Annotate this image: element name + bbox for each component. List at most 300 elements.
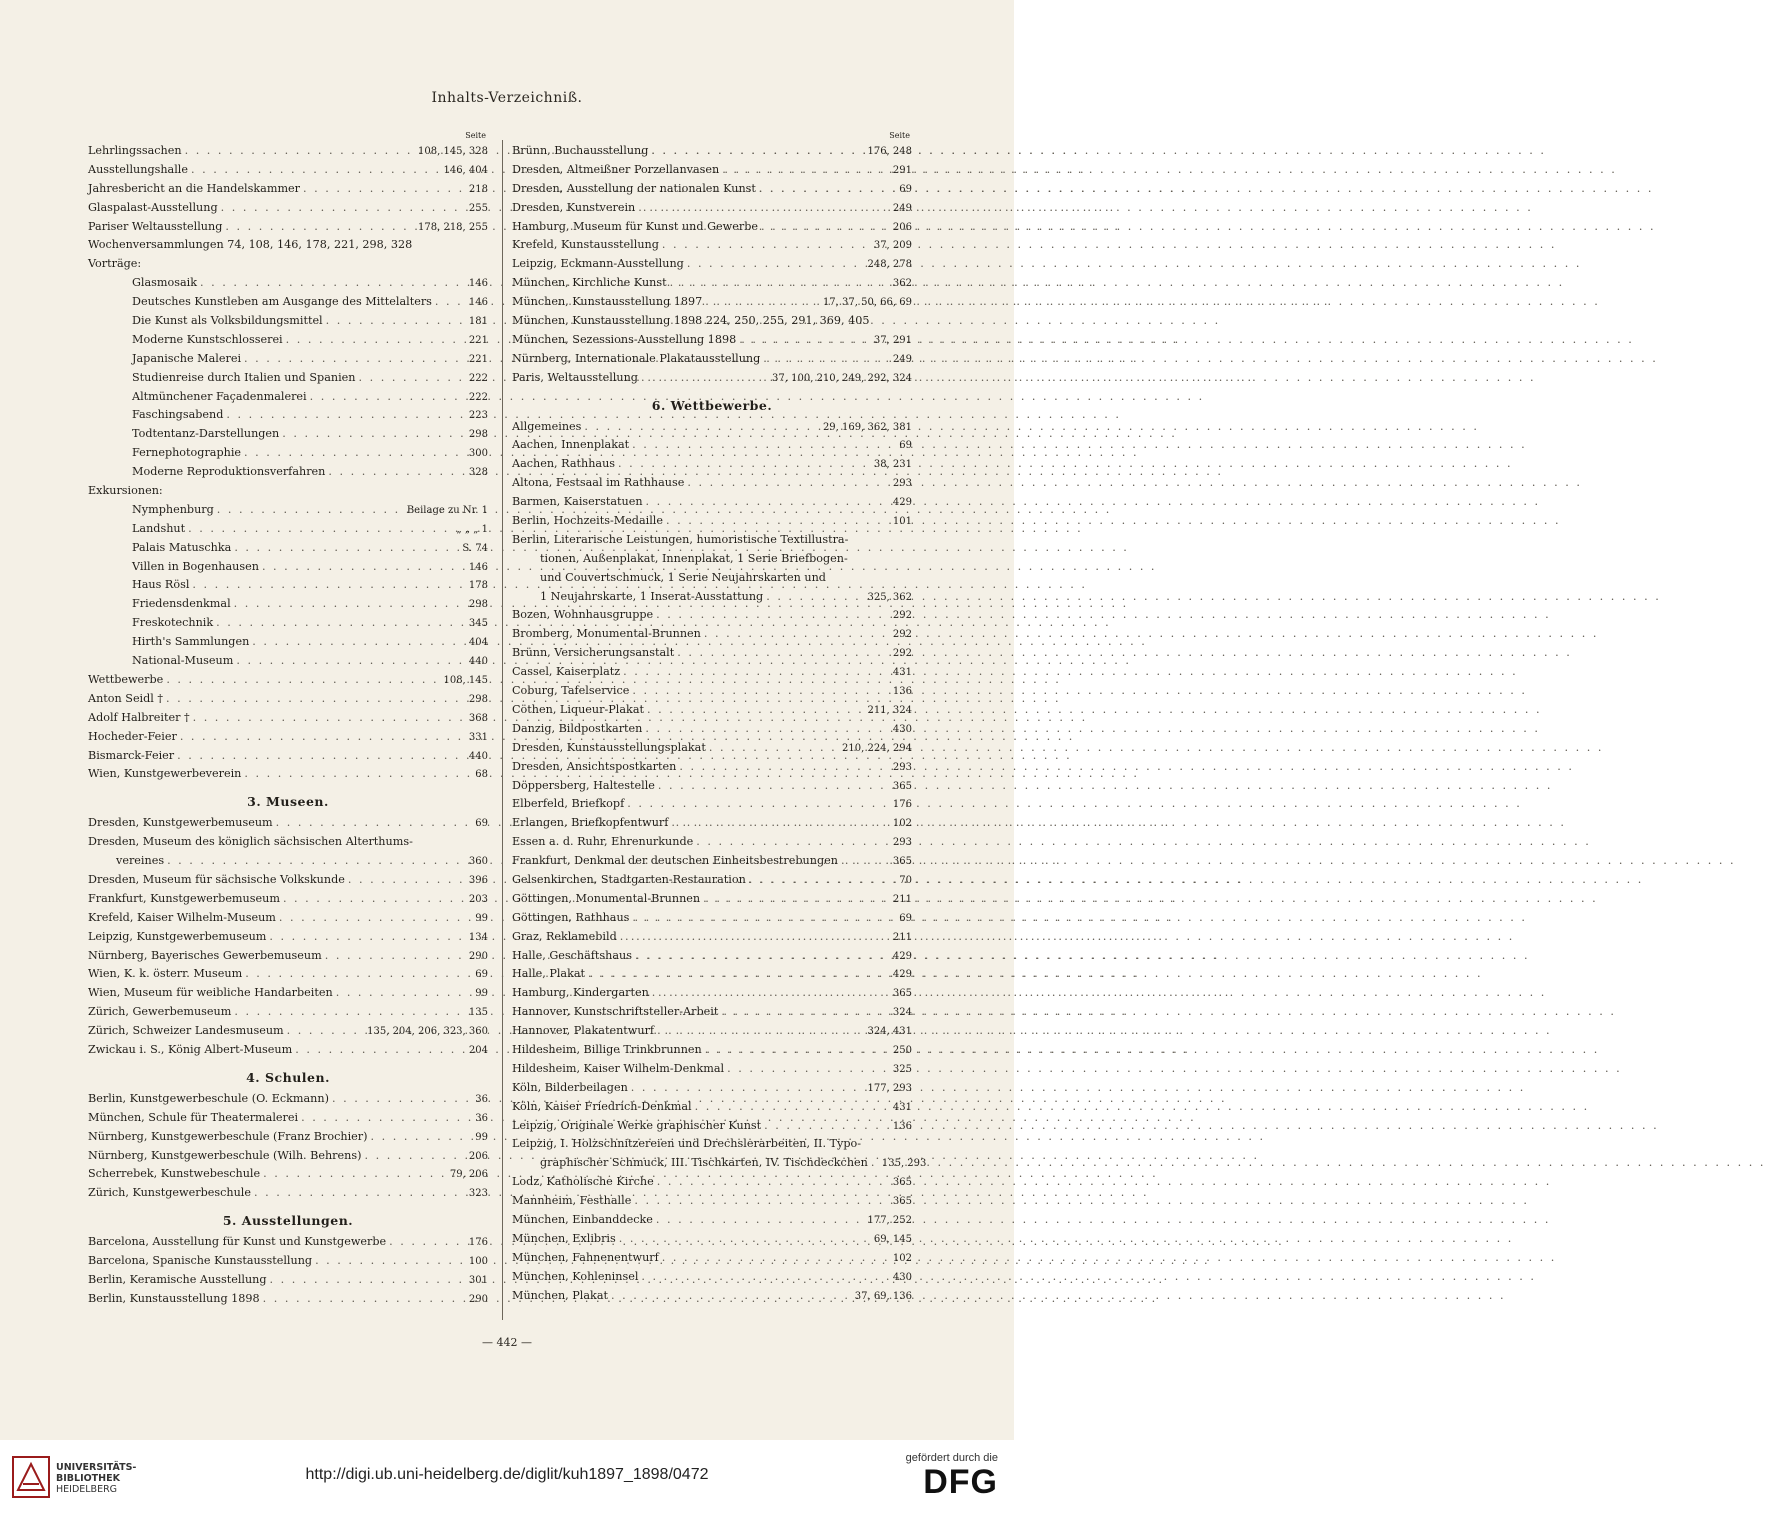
entry-title: Hamburg, Kindergarten [512, 986, 649, 1000]
entry-title: Dresden, Ausstellung der nationalen Kunst [512, 181, 756, 195]
dot-leader [180, 728, 466, 747]
section-heading: 6. Wettbewerbe. [651, 397, 773, 413]
dot-leader [727, 1060, 890, 1079]
entry-pages: 146 [468, 297, 488, 309]
index-entry [512, 909, 912, 928]
entry-title: Krefeld, Kaiser Wilhelm-Museum [88, 910, 276, 924]
dot-leader [283, 890, 466, 909]
entry-pages: 301 [468, 1274, 488, 1286]
entry-pages: 328 [468, 467, 488, 479]
entry-pages: 368 [468, 712, 488, 724]
entry-pages: 146 [468, 561, 488, 573]
entry-pages: 396 [468, 874, 488, 886]
entry-title: Scherrebek, Kunstwebeschule [88, 1167, 261, 1181]
entry-title: München, Exlibris [512, 1231, 616, 1245]
entry-pages: S. 74 [462, 542, 488, 554]
dot-leader [252, 633, 466, 652]
entry-title: Wien, Kunstgewerbeverein [88, 767, 242, 781]
dot-leader [662, 1249, 890, 1268]
index-entry [512, 758, 912, 777]
entry-pages: 298 [468, 693, 488, 705]
dot-leader [619, 1230, 871, 1249]
dot-leader [269, 928, 466, 947]
index-entry [512, 1268, 912, 1287]
dfg-logo: DFG [923, 1463, 998, 1501]
entry-pages: 69 [475, 818, 488, 830]
entry-title: Lodz, Katholische Kirche [512, 1175, 654, 1189]
entry-title: München, Kirchliche Kunst [512, 276, 667, 290]
entry-pages: 69 [899, 912, 912, 924]
entry-pages: 218 [468, 183, 488, 195]
entry-title: Elberfeld, Briefkopf [512, 797, 625, 811]
dot-leader [325, 947, 466, 966]
dot-leader [632, 436, 896, 455]
dot-leader [193, 709, 466, 728]
dot-leader [435, 293, 466, 312]
dot-leader [279, 909, 472, 928]
entry-title: München, Schule für Theatermalerei [88, 1110, 299, 1124]
entry-pages: 177, 293 [867, 1082, 912, 1094]
dot-leader [705, 293, 820, 312]
index-entry [88, 690, 488, 709]
index-entry [88, 369, 488, 388]
dot-leader [167, 852, 466, 871]
entry-pages: 211 [892, 893, 912, 905]
seite-label: Seite [465, 131, 486, 140]
entry-pages: Beilage zu Nr. 1 [406, 504, 488, 516]
index-entry [512, 1230, 912, 1249]
index-entry [88, 463, 488, 482]
entry-pages: 365 [892, 988, 912, 1000]
index-entry [88, 350, 488, 369]
dot-leader [166, 671, 440, 690]
entry-title: Wien, K. k. österr. Museum [88, 967, 243, 981]
entry-pages: 70 [899, 874, 912, 886]
index-entry [88, 1290, 488, 1309]
funder-block [906, 1452, 998, 1500]
entry-pages: 255 [468, 202, 488, 214]
page-url-link[interactable]: http://digi.ub.uni-heidelberg.de/diglit/kuh1897_1898/0472 [305, 1466, 709, 1483]
entry-pages: 430 [892, 723, 912, 735]
dot-leader [704, 625, 890, 644]
dot-leader [871, 1154, 879, 1173]
index-entry [88, 984, 488, 1003]
entry-title: Brünn, Versicherungsanstalt [512, 646, 675, 660]
index-entry [88, 1147, 488, 1166]
dot-leader [332, 1090, 472, 1109]
entry-title: Hocheder-Feier [88, 729, 177, 743]
entry-title: Bromberg, Monumental-Brunnen [512, 627, 701, 641]
entry-pages: 135, 204, 206, 323, 360 [367, 1026, 488, 1038]
entry-title: Nürnberg, Internationale Plakatausstellung [512, 351, 761, 365]
dot-leader [188, 520, 453, 539]
entry-title: Erlangen, Briefkopfentwurf [512, 816, 669, 830]
dot-leader [696, 833, 890, 852]
index-entry [512, 218, 912, 237]
dot-leader [191, 161, 440, 180]
index-entry [512, 833, 912, 852]
entry-pages: 99 [475, 1131, 488, 1143]
index-entry [88, 558, 488, 577]
entry-pages: 365 [892, 1177, 912, 1189]
entry-pages: 206 [468, 1150, 488, 1162]
entry-pages: 135 [468, 1007, 488, 1019]
entry-pages: 429 [892, 969, 912, 981]
entry-pages: 101 [892, 516, 912, 528]
index-entry [88, 871, 488, 890]
index-entry [88, 765, 488, 784]
dot-leader [588, 965, 890, 984]
entry-pages: 146 [468, 278, 488, 290]
dot-leader [310, 388, 466, 407]
index-entry [512, 644, 912, 663]
index-entry [512, 418, 912, 437]
dot-leader [722, 161, 890, 180]
entry-pages: 325, 362 [867, 591, 912, 603]
entry-title: Jahresbericht an die Handelskammer [88, 181, 301, 195]
page-header: Inhalts-Verzeichniß. [431, 90, 583, 106]
dot-leader [631, 1079, 865, 1098]
index-entry [88, 595, 488, 614]
entry-pages: 37, 291 [873, 334, 912, 346]
entry-title: Brünn, Buchausstellung [512, 144, 649, 157]
index-entry [512, 606, 912, 625]
dot-leader [263, 1165, 447, 1184]
entry-pages: 136 [892, 1120, 912, 1132]
entry-pages: 178, 218, 255 [418, 221, 488, 233]
index-entry [88, 909, 488, 928]
entry-title: Wochenversammlungen 74, 108, 146, 178, 221, 298, 328 [88, 238, 413, 252]
dot-leader [315, 1252, 466, 1271]
index-entry [512, 984, 912, 1003]
entry-pages: 37, 209 [873, 240, 912, 252]
entry-pages: 404 [468, 637, 488, 649]
dot-leader [651, 142, 864, 161]
dot-leader [364, 1147, 465, 1166]
entry-title: München, Sezessions-Ausstellung 1898 [512, 332, 737, 346]
entry-pages: 177, 252 [867, 1214, 912, 1226]
left-column [88, 130, 488, 1309]
entry-title: Dresden, Kunstausstellungsplakat [512, 740, 706, 754]
entry-pages: 178 [468, 580, 488, 592]
entry-pages: 136 [892, 686, 912, 698]
entry-pages: 430 [892, 1271, 912, 1283]
entry-pages: 69 [899, 183, 912, 195]
entry-title: Hamburg, Museum für Kunst und Gewerbe [512, 219, 758, 233]
dot-leader [627, 795, 890, 814]
index-entry [512, 255, 912, 274]
entry-title: Fernephotographie [132, 446, 242, 460]
dot-leader [336, 984, 473, 1003]
entry-title: München, Kohleninsel [512, 1269, 639, 1283]
entry-pages: 176 [468, 1237, 488, 1249]
index-entry [512, 142, 912, 161]
entry-title: Barcelona, Spanische Kunstausstellung [88, 1254, 313, 1268]
library-line-2: BIBLIOTHEK [56, 1473, 120, 1484]
index-entry [512, 512, 912, 531]
entry-pages: 440 [468, 656, 488, 668]
dot-leader [303, 180, 466, 199]
index-entry [88, 747, 488, 766]
dot-leader [295, 1041, 466, 1060]
entry-title: München, Einbanddecke [512, 1212, 653, 1226]
right-column [512, 130, 927, 1305]
entry-pages: 203 [468, 893, 488, 905]
index-entry [512, 1098, 912, 1117]
dot-leader [270, 1271, 466, 1290]
entry-pages: 36 [475, 1093, 488, 1105]
entry-title: Berlin, Kunstausstellung 1898 [88, 1291, 260, 1305]
index-entry [88, 928, 488, 947]
index-entry [512, 199, 912, 218]
index-entry [88, 614, 488, 633]
index-entry [88, 142, 488, 161]
index-entry [88, 539, 488, 558]
entry-pages: 331 [468, 731, 488, 743]
dot-leader [276, 814, 473, 833]
dot-leader [234, 595, 466, 614]
entry-pages: 204 [468, 1044, 488, 1056]
dot-leader [389, 1233, 466, 1252]
dot-leader [656, 1211, 865, 1230]
dot-leader [705, 1041, 890, 1060]
index-entry [512, 663, 912, 682]
entry-pages: 293 [892, 761, 912, 773]
index-entry [88, 199, 488, 218]
dot-leader [739, 331, 871, 350]
entry-pages: 431 [892, 667, 912, 679]
entry-pages: 248, 278 [867, 259, 912, 271]
dot-leader [662, 236, 871, 255]
index-entry [88, 1184, 488, 1203]
entry-title: Döppersberg, Haltestelle [512, 778, 655, 792]
entry-title: Hildesheim, Billige Trinkbrunnen [512, 1042, 702, 1056]
dot-leader [618, 455, 871, 474]
entry-pages: 206 [892, 221, 912, 233]
dot-leader [641, 369, 769, 388]
entry-pages: 291 [892, 164, 912, 176]
entry-title: Aachen, Rathhaus [512, 457, 616, 471]
entry-title: Zwickau i. S., König Albert-Museum [88, 1042, 293, 1056]
entry-title: Zürich, Gewerbemuseum [88, 1005, 232, 1019]
entry-title: Dresden, Kunstverein [512, 200, 636, 214]
entry-pages: 250 [892, 1044, 912, 1056]
dot-leader [709, 739, 839, 758]
entry-pages: 249 [892, 202, 912, 214]
section-heading: 5. Ausstellungen. [222, 1213, 354, 1229]
entry-pages: 362 [892, 278, 912, 290]
dot-leader [192, 576, 465, 595]
entry-pages: 211, 324 [867, 704, 912, 716]
dot-leader [652, 984, 890, 1003]
index-entry [512, 1154, 927, 1173]
index-entry [88, 633, 488, 652]
index-entry [88, 312, 488, 331]
index-entry [88, 236, 488, 255]
entry-pages: 146, 404 [443, 164, 488, 176]
seite-label: Seite [889, 131, 910, 140]
entry-pages: 221 [468, 334, 488, 346]
dot-leader [749, 871, 896, 890]
entry-title: Danzig, Bildpostkarten [512, 721, 643, 735]
entry-title: Mannheim, Festhalle [512, 1194, 632, 1208]
entry-pages: 69 [899, 440, 912, 452]
entry-pages: 99 [475, 912, 488, 924]
index-entry-continuation: und Couvertschmuck, 1 Serie Neujahrskarten und [540, 570, 826, 584]
dot-leader [348, 871, 466, 890]
index-entry [88, 1252, 488, 1271]
index-entry [512, 1079, 912, 1098]
entry-title: Bozen, Wohnhausgruppe [512, 608, 654, 622]
entry-title: München, Kunstausstellung 1897 [512, 295, 703, 309]
index-entry [512, 625, 912, 644]
entry-title: Wien, Museum für weibliche Handarbeiten [88, 986, 333, 1000]
index-entry [88, 947, 488, 966]
dot-leader [687, 255, 865, 274]
dot-leader [646, 493, 890, 512]
index-entry [512, 1173, 912, 1192]
dot-leader [841, 852, 890, 871]
entry-pages: 223 [468, 410, 488, 422]
entry-title: Hildesheim, Kaiser Wilhelm-Denkmal [512, 1061, 725, 1075]
entry-title: München, Fahnenentwurf [512, 1250, 659, 1264]
index-entry [512, 928, 912, 947]
entry-pages: 324, 431 [867, 1026, 912, 1038]
entry-title: Glaspalast-Ausstellung [88, 200, 218, 214]
index-entry [512, 682, 912, 701]
index-entry [512, 720, 912, 739]
entry-title: Pariser Weltausstellung [88, 219, 223, 233]
entry-pages: 429 [892, 950, 912, 962]
index-entry-heading: Leipzig, I. Holzschnitzereien und Drechslerarbeiten, II. Typo- [512, 1137, 862, 1151]
index-entry [88, 852, 488, 871]
entry-pages: 108, 145 [443, 674, 488, 686]
entry-pages: 249 [892, 353, 912, 365]
dot-leader [656, 606, 890, 625]
entry-title: Berlin, Kunstgewerbeschule (O. Eckmann) [88, 1091, 329, 1105]
entry-pages: 37, 69, 136 [854, 1290, 912, 1302]
index-entry [512, 436, 912, 455]
entry-title: Halle, Plakat [512, 967, 586, 981]
entry-pages: 134 [468, 931, 488, 943]
dot-leader [254, 1184, 466, 1203]
library-line-1: UNIVERSITÄTS- [56, 1462, 137, 1473]
dot-leader [286, 331, 466, 350]
entry-pages: 17, 37, 50, 66, 69 [822, 297, 912, 309]
index-entry-heading: Berlin, Literarische Leistungen, humoristische Textillustra- [512, 532, 849, 546]
entry-title: Frankfurt, Denkmal der deutschen Einheitsbestrebungen [512, 854, 838, 868]
dot-leader [766, 588, 864, 607]
index-entry [512, 795, 912, 814]
index-entry [88, 1022, 488, 1041]
dot-leader [200, 274, 466, 293]
entry-title: Lehrlingssachen [88, 144, 182, 157]
entry-title: Glasmosaik [132, 276, 198, 290]
entry-pages: 100 [468, 1256, 488, 1268]
entry-pages: 365 [892, 780, 912, 792]
entry-title: Dresden, Ansichtspostkarten [512, 759, 677, 773]
entry-pages: 69, 145 [873, 1233, 912, 1245]
entry-title: Faschingsabend [132, 408, 224, 422]
dot-leader [634, 1192, 890, 1211]
index-entry [88, 444, 488, 463]
entry-pages: 292 [892, 610, 912, 622]
entry-pages: 221 [468, 353, 488, 365]
index-entry [88, 709, 488, 728]
dot-leader [370, 1128, 472, 1147]
index-entry [88, 180, 488, 199]
entry-pages: 300 [468, 448, 488, 460]
entry-title: Hannover, Kunstschriftsteller-Arbeit [512, 1005, 719, 1019]
entry-title: Leipzig, Eckmann-Ausstellung [512, 257, 684, 271]
entry-title: Die Kunst als Volksbildungsmittel [132, 314, 323, 328]
entry-title: Landshut [132, 521, 186, 535]
dot-leader [687, 474, 890, 493]
index-entry [88, 814, 488, 833]
entry-title: Hirth's Sammlungen [132, 635, 250, 649]
index-entry-heading: Exkursionen: [88, 484, 163, 498]
index-entry [512, 312, 912, 331]
entry-pages: 108, 145, 328 [418, 146, 488, 157]
entry-title: Göttingen, Rathhaus [512, 910, 630, 924]
index-entry [512, 369, 912, 388]
entry-title: Zürich, Kunstgewerbeschule [88, 1186, 251, 1200]
index-entry [88, 965, 488, 984]
funder-label: gefördert durch die [905, 1452, 998, 1464]
entry-title: Coburg, Tafelservice [512, 684, 630, 698]
index-entry [88, 406, 488, 425]
entry-pages: 68 [475, 769, 488, 781]
index-entry [512, 890, 912, 909]
index-entry [88, 576, 488, 595]
entry-pages: 102 [892, 818, 912, 830]
index-entry [512, 493, 912, 512]
dot-leader [359, 369, 466, 388]
entry-title: Wettbewerbe [88, 672, 164, 686]
entry-title: Nürnberg, Bayerisches Gewerbemuseum [88, 948, 322, 962]
entry-title: Palais Matuschka [132, 540, 232, 554]
dot-leader [647, 701, 864, 720]
entry-title: Gelsenkirchen, Stadtgarten-Restauration [512, 872, 746, 886]
page-number: — 442 — [482, 1336, 532, 1349]
entry-title: Cassel, Kaiserplatz [512, 665, 621, 679]
column-divider [502, 140, 503, 1320]
entry-title: Leipzig, Kunstgewerbemuseum [88, 929, 267, 943]
index-entry [512, 474, 912, 493]
dot-leader [641, 1268, 890, 1287]
dot-leader [263, 1290, 466, 1309]
entry-title: Moderne Kunstschlosserei [132, 332, 283, 346]
section-heading: 3. Museen. [247, 794, 329, 810]
entry-title: Hannover, Plakatentwurf [512, 1024, 655, 1038]
index-entry [512, 1211, 912, 1230]
entry-title: Nürnberg, Kunstgewerbeschule (Franz Brochier) [88, 1129, 368, 1143]
entry-pages: 211 [892, 931, 912, 943]
entry-title: Berlin, Keramische Ausstellung [88, 1272, 267, 1286]
dot-leader [635, 947, 890, 966]
entry-title: Anton Seidl † [88, 691, 164, 705]
entry-title: National-Museum [132, 654, 234, 668]
entry-title: Studienreise durch Italien und Spanien [132, 370, 356, 384]
entry-pages: 176, 248 [867, 146, 912, 157]
dot-leader [177, 747, 466, 766]
dot-leader [657, 1022, 864, 1041]
entry-title: Altona, Festsaal im Rathhause [512, 476, 685, 490]
entry-title: Leipzig, Originale Werke graphischer Kunst [512, 1118, 762, 1132]
entry-title: vereines [116, 854, 165, 868]
index-entry [512, 236, 912, 255]
index-entry [88, 501, 488, 520]
